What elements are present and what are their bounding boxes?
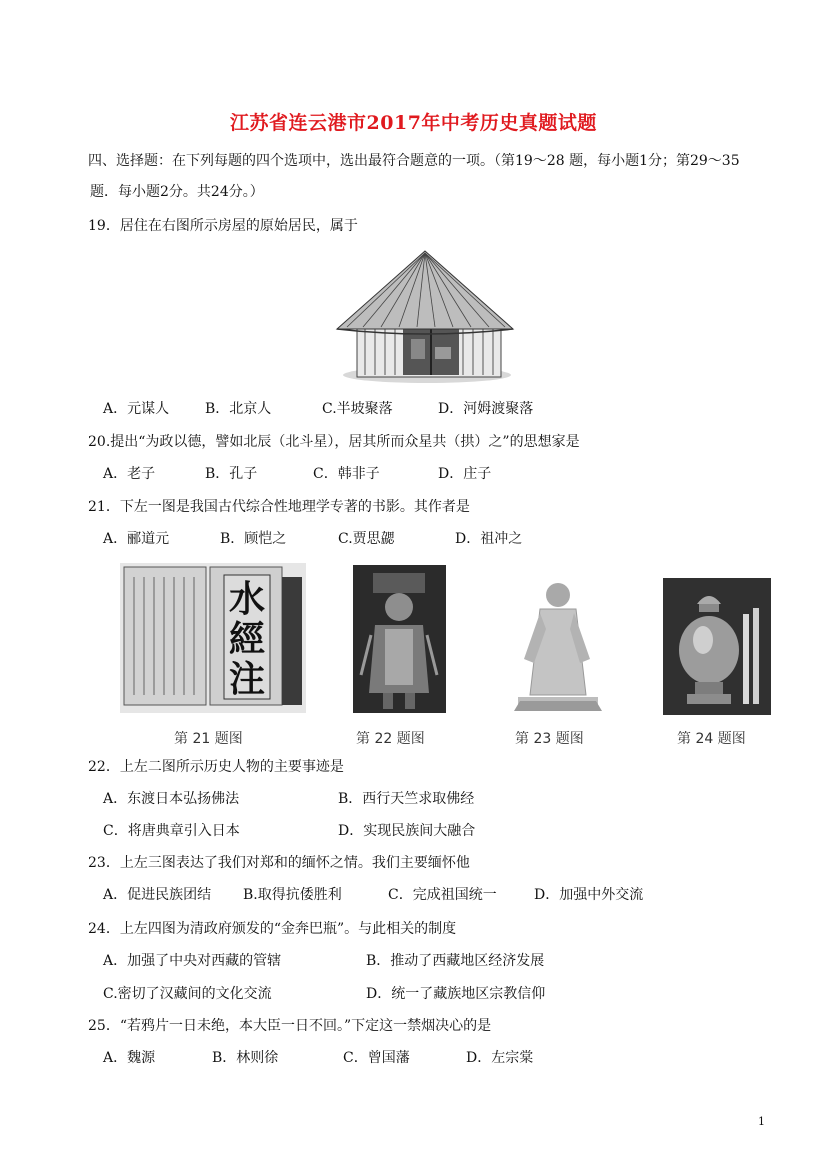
q20-option-d: D．庄子 (438, 466, 492, 482)
question-23-stem: 23．上左三图表达了我们对郑和的缅怀之情。我们主要缅怀他 (88, 855, 470, 871)
q19-option-c: C.半坡聚落 (322, 401, 393, 417)
q22-option-b: B．西行天竺求取佛经 (338, 791, 475, 807)
q20-option-b: B．孔子 (205, 466, 258, 482)
q21-option-c: C.贾思勰 (338, 531, 395, 547)
q23-option-b: B.取得抗倭胜利 (243, 887, 342, 903)
figure-23-zheng-he-statue-image (512, 573, 602, 713)
neolithic-hut-image (335, 247, 515, 387)
q24-option-b: B．推动了西藏地区经济发展 (366, 953, 545, 969)
q22-option-a: A．东渡日本弘扬佛法 (103, 791, 240, 807)
q23-option-a: A．促进民族团结 (103, 887, 212, 903)
q22-option-d: D．实现民族间大融合 (338, 823, 476, 839)
q21-option-b: B．顾恺之 (220, 531, 287, 547)
q19-option-b: B．北京人 (205, 401, 272, 417)
q23-option-d: D．加强中外交流 (534, 887, 644, 903)
q21-option-a: A．郦道元 (103, 531, 170, 547)
q25-option-a: A．魏源 (103, 1050, 156, 1066)
page-title: 江苏省连云港市2017年中考历史真题试题 (230, 112, 597, 134)
question-19-stem: 19．居住在右图所示房屋的原始居民，属于 (88, 218, 358, 234)
q25-option-c: C．曾国藩 (343, 1050, 410, 1066)
instructions-line-2: 题．每小题2分。共24分。） (90, 184, 264, 200)
figure-21-caption: 第 21 题图 (174, 731, 243, 747)
question-21-stem: 21．下左一图是我国古代综合性地理学专著的书影。其作者是 (88, 499, 470, 515)
q20-option-c: C．韩非子 (313, 466, 380, 482)
q20-option-a: A．老子 (103, 466, 156, 482)
q25-option-b: B．林则徐 (212, 1050, 279, 1066)
figure-22-monk-portrait-image (353, 565, 446, 713)
instructions-line-1: 四、选择题：在下列每题的四个选项中，选出最符合题意的一项。（第19～28 题，每小题1分；第29～35 (88, 153, 740, 169)
question-22-stem: 22．上左二图所示历史人物的主要事迹是 (88, 759, 344, 775)
q22-option-c: C．将唐典章引入日本 (103, 823, 240, 839)
q21-option-d: D．祖冲之 (455, 531, 523, 547)
q25-option-d: D．左宗棠 (466, 1050, 534, 1066)
q24-option-c: C.密切了汉藏间的文化交流 (103, 986, 272, 1002)
question-25-stem: 25．“若鸦片一日未绝，本大臣一日不回。”下定这一禁烟决心的是 (88, 1018, 492, 1034)
q24-option-d: D．统一了藏族地区宗教信仰 (366, 986, 546, 1002)
q19-option-d: D．河姆渡聚落 (438, 401, 534, 417)
question-24-stem: 24．上左四图为清政府颁发的“金奔巴瓶”。与此相关的制度 (88, 921, 457, 937)
figure-24-golden-urn-image (663, 578, 771, 715)
figure-22-caption: 第 22 题图 (356, 731, 425, 747)
figure-23-caption: 第 23 题图 (515, 731, 584, 747)
page-number: 1 (758, 1115, 765, 1128)
q23-option-c: C．完成祖国统一 (388, 887, 497, 903)
figure-21-book-image (120, 563, 306, 713)
q24-option-a: A．加强了中央对西藏的管辖 (103, 953, 282, 969)
book-title-text: 水經注 (228, 578, 265, 700)
figure-24-caption: 第 24 题图 (677, 731, 746, 747)
question-20-stem: 20.提出“为政以德，譬如北辰（北斗星），居其所而众星共（拱）之”的思想家是 (88, 434, 580, 450)
q19-option-a: A．元谋人 (103, 401, 170, 417)
